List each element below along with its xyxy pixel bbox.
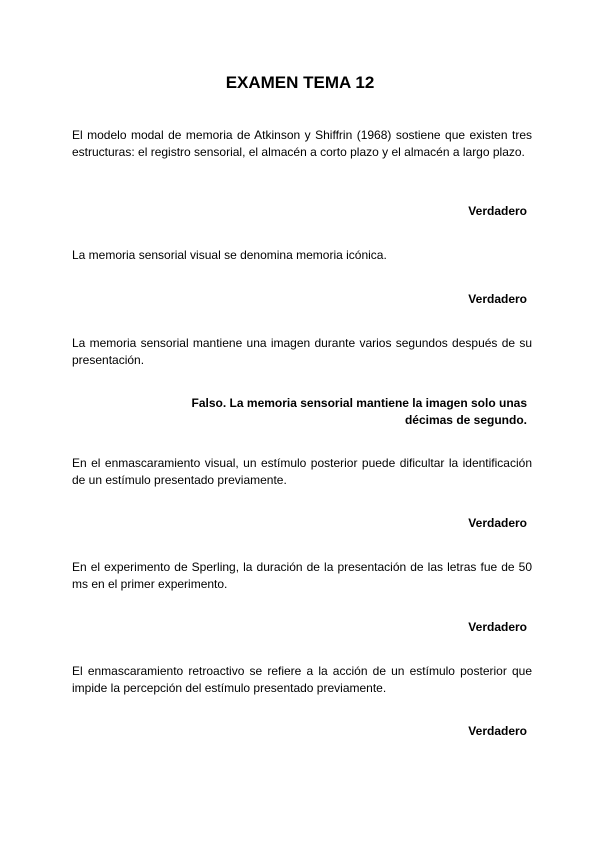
page-title: EXAMEN TEMA 12 — [225, 73, 375, 92]
question-1: El modelo modal de memoria de Atkinson y Shiffrin (1968) sostiene que existen tres estructuras: el registro sensorial, el almacén a corto plazo y el almacén a largo plazo. — [72, 128, 532, 159]
answer-2: Verdadero — [468, 292, 527, 306]
answer-3: Falso. La memoria sensorial mantiene la imagen solo unas décimas de segundo. — [191, 396, 527, 427]
question-2: La memoria sensorial visual se denomina memoria icónica. — [72, 248, 387, 262]
answer-5: Verdadero — [468, 620, 527, 634]
question-5: En el experimento de Sperling, la duración de la presentación de las letras fue de 50 ms en el primer experimento. — [72, 560, 532, 591]
answer-1: Verdadero — [468, 204, 527, 218]
question-3: La memoria sensorial mantiene una imagen durante varios segundos después de su presentación. — [72, 336, 532, 367]
question-4: En el enmascaramiento visual, un estímulo posterior puede dificultar la identificación de un estímulo presentado previamente. — [72, 456, 532, 487]
answer-4: Verdadero — [468, 516, 527, 530]
answer-6: Verdadero — [468, 724, 527, 738]
question-6: El enmascaramiento retroactivo se refiere a la acción de un estímulo posterior que impide la percepción del estímulo presentado previamente. — [72, 664, 532, 695]
